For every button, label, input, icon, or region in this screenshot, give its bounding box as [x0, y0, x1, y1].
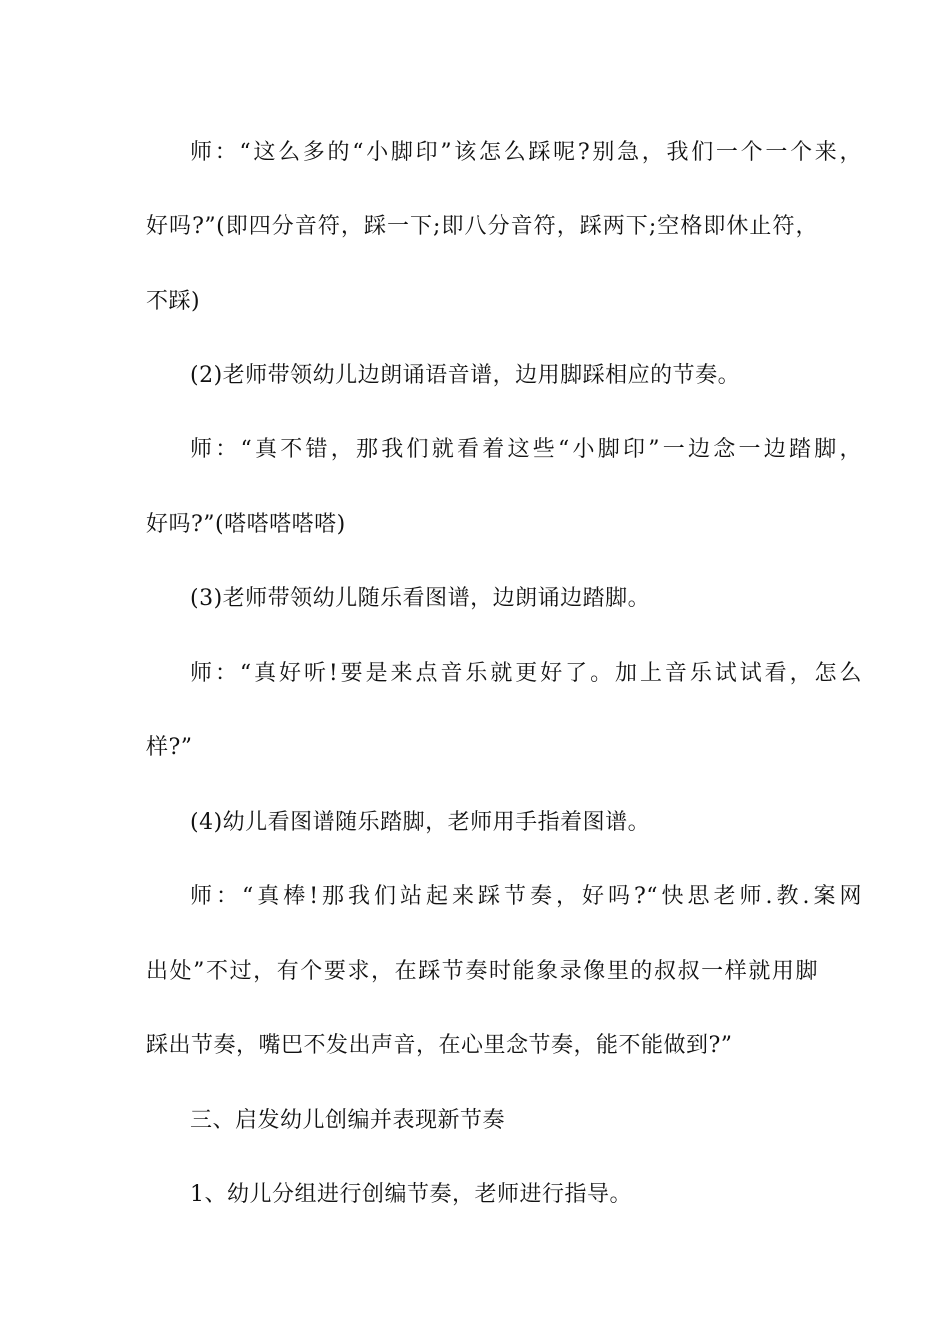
paragraph-line-11: 师：“真棒!那我们站起来踩节奏，好吗?“快思老师.教.案网 [190, 884, 862, 909]
paragraph-line-5: 师：“真不错，那我们就看着这些“小脚印”一边念一边踏脚， [190, 437, 862, 462]
paragraph-line-13: 踩出节奏，嘴巴不发出声音，在心里念节奏，能不能做到?” [146, 1033, 733, 1058]
paragraph-line-3: 不踩) [146, 289, 201, 314]
paragraph-line-6: 好吗?”(嗒嗒嗒嗒嗒) [146, 512, 346, 537]
paragraph-line-12: 出处”不过，有个要求，在踩节奏时能象录像里的叔叔一样就用脚 [146, 959, 818, 984]
section-heading: 三、启发幼儿创编并表现新节奏 [190, 1108, 506, 1133]
paragraph-line-15: 1、幼儿分组进行创编节奏，老师进行指导。 [190, 1182, 632, 1207]
paragraph-line-9: 样?” [146, 735, 193, 760]
paragraph-line-8: 师：“真好听!要是来点音乐就更好了。加上音乐试试看，怎么 [190, 661, 862, 686]
paragraph-line-10: (4)幼儿看图谱随乐踏脚，老师用手指着图谱。 [190, 810, 651, 835]
paragraph-line-4: (2)老师带领幼儿边朗诵语音谱，边用脚踩相应的节奏。 [190, 363, 741, 388]
paragraph-line-1: 师：“这么多的“小脚印”该怎么踩呢?别急，我们一个一个来， [190, 140, 862, 165]
paragraph-line-7: (3)老师带领幼儿随乐看图谱，边朗诵边踏脚。 [190, 586, 651, 611]
paragraph-line-2: 好吗?”(即四分音符，踩一下;即八分音符，踩两下;空格即休止符， [146, 214, 818, 239]
